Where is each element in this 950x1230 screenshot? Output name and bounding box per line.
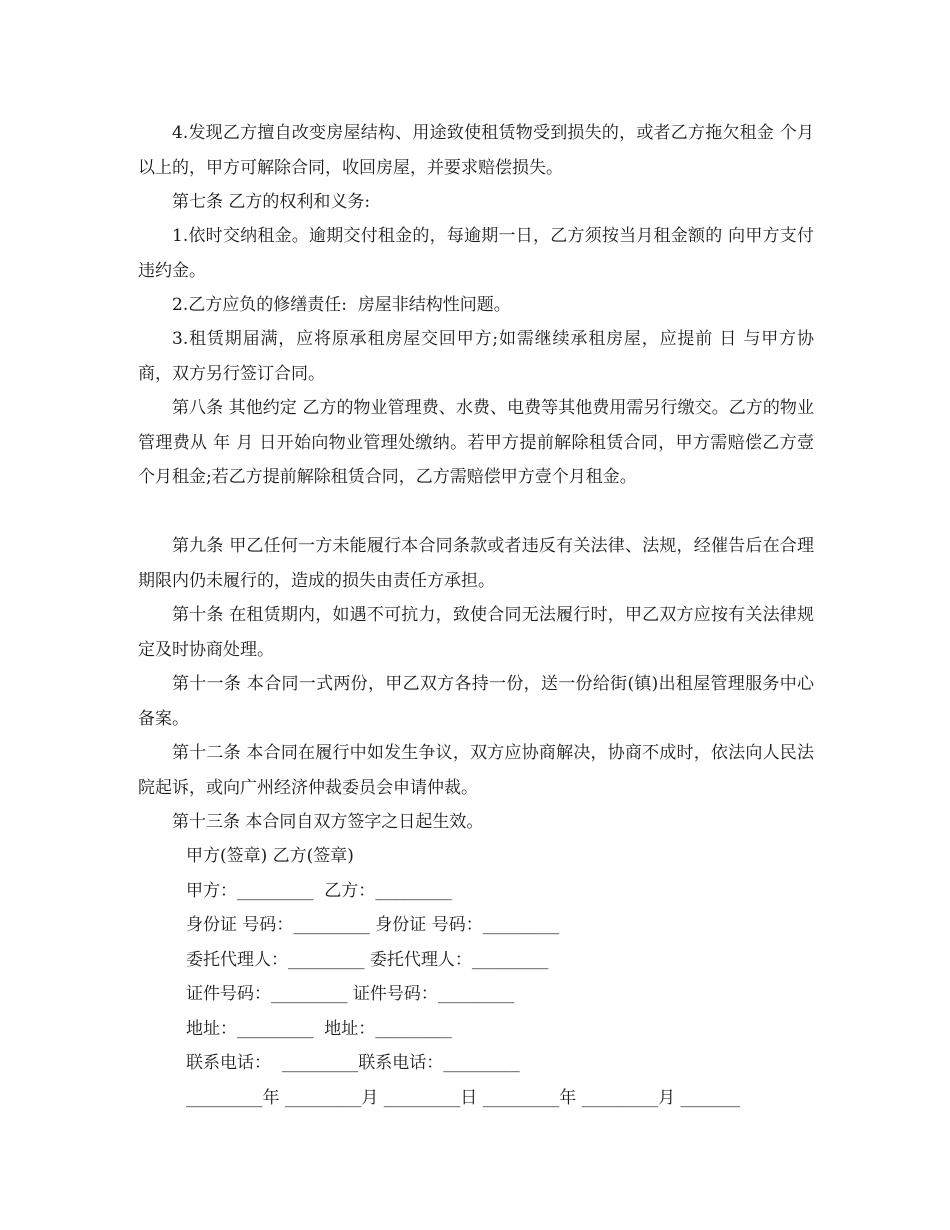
clause-paragraph: 1.依时交纳租金。逾期交付租金的，每逾期一日，乙方须按当月租金额的 向甲方支付违约金。 bbox=[138, 226, 814, 281]
signature-header: 甲方(签章) 乙方(签章) bbox=[186, 846, 354, 866]
clause-paragraph: 3.租赁期届满，应将原承租房屋交回甲方;如需继续承租房屋，应提前 日 与甲方协商，双方另行签订合同。 bbox=[138, 329, 814, 384]
date-line: _________年 _________月 _________日 _________年 _________月 _______ bbox=[186, 1088, 741, 1108]
clause-paragraph: 4.发现乙方擅自改变房屋结构、用途致使租赁物受到损失的，或者乙方拖欠租金 个月以上的，甲方可解除合同，收回房屋，并要求赔偿损失。 bbox=[138, 123, 814, 178]
clause-paragraph: 第九条 甲乙任何一方未能履行本合同条款或者违反有关法律、法规，经催告后在合理期限内仍未履行的，造成的损失由责任方承担。 bbox=[138, 536, 814, 591]
clause-paragraph: 第十条 在租赁期内，如遇不可抗力，致使合同无法履行时，甲乙双方应按有关法律规定及时协商处理。 bbox=[138, 605, 814, 660]
certificate-number-line: 证件号码：_________ 证件号码：_________ bbox=[186, 984, 515, 1004]
clause-paragraph: 第十二条 本合同在履行中如发生争议，双方应协商解决，协商不成时，依法向人民法院起诉，或向广州经济仲裁委员会申请仲裁。 bbox=[138, 743, 814, 798]
clause-paragraph: 第十一条 本合同一式两份，甲乙双方各持一份，送一份给街(镇)出租屋管理服务中心备案。 bbox=[138, 674, 814, 729]
agent-line: 委托代理人：_________ 委托代理人：_________ bbox=[186, 950, 549, 970]
clause-paragraph: 第八条 其他约定 乙方的物业管理费、水费、电费等其他费用需另行缴交。乙方的物业管理费从 年 月 日开始向物业管理处缴纳。若甲方提前解除租赁合同，甲方需赔偿乙方壹个月租金;若乙方提前解除租赁合同，乙方需赔偿甲方壹个月租金。 bbox=[138, 398, 814, 487]
clause-paragraph: 第十三条 本合同自双方签字之日起生效。 bbox=[172, 812, 484, 832]
address-line: 地址：_________ 地址：_________ bbox=[186, 1019, 452, 1039]
clause-paragraph: 2.乙方应负的修缮责任: 房屋非结构性问题。 bbox=[172, 295, 511, 315]
id-number-line: 身份证 号码：_________ 身份证 号码：_________ bbox=[186, 915, 560, 935]
clause-heading: 第七条 乙方的权利和义务: bbox=[172, 192, 371, 212]
party-name-line: 甲方：_________ 乙方：_________ bbox=[186, 881, 452, 901]
phone-line: 联系电话： _________联系电话：_________ bbox=[186, 1053, 520, 1073]
